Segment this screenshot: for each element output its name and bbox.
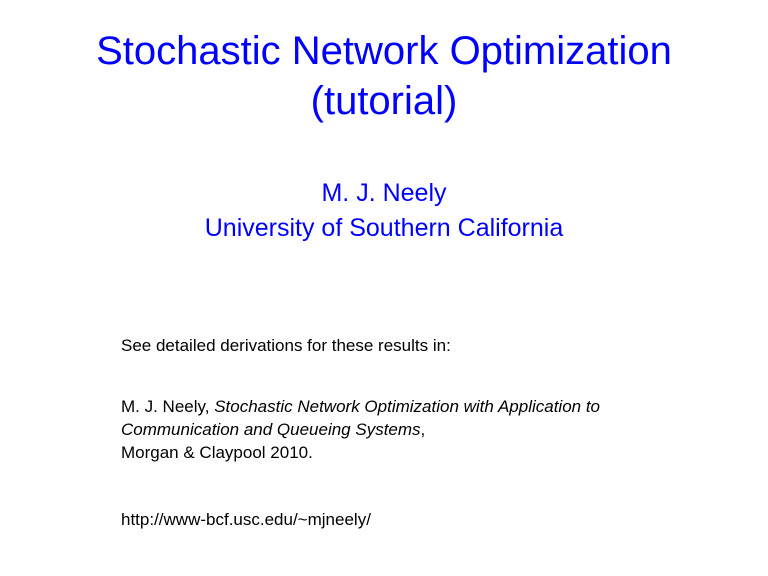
website-url[interactable]: http://www-bcf.usc.edu/~mjneely/ <box>121 510 371 529</box>
title-line-2: (tutorial) <box>310 79 458 123</box>
author-block <box>0 176 768 246</box>
author-name: M. J. Neely <box>321 179 447 207</box>
derivations-note: See detailed derivations for these results in: <box>121 336 451 355</box>
slide-title <box>0 26 768 126</box>
author-affiliation: University of Southern California <box>204 214 564 242</box>
reference-authors: M. J. Neely, <box>121 397 215 416</box>
book-reference <box>121 395 601 464</box>
reference-publisher: Morgan & Claypool 2010. <box>121 443 313 462</box>
reference-after-title: , <box>420 420 426 439</box>
title-line-1: Stochastic Network Optimization <box>96 29 672 73</box>
reference-book-title: Stochastic Network Optimization with Application to Communication and Queueing Systems <box>121 397 601 439</box>
